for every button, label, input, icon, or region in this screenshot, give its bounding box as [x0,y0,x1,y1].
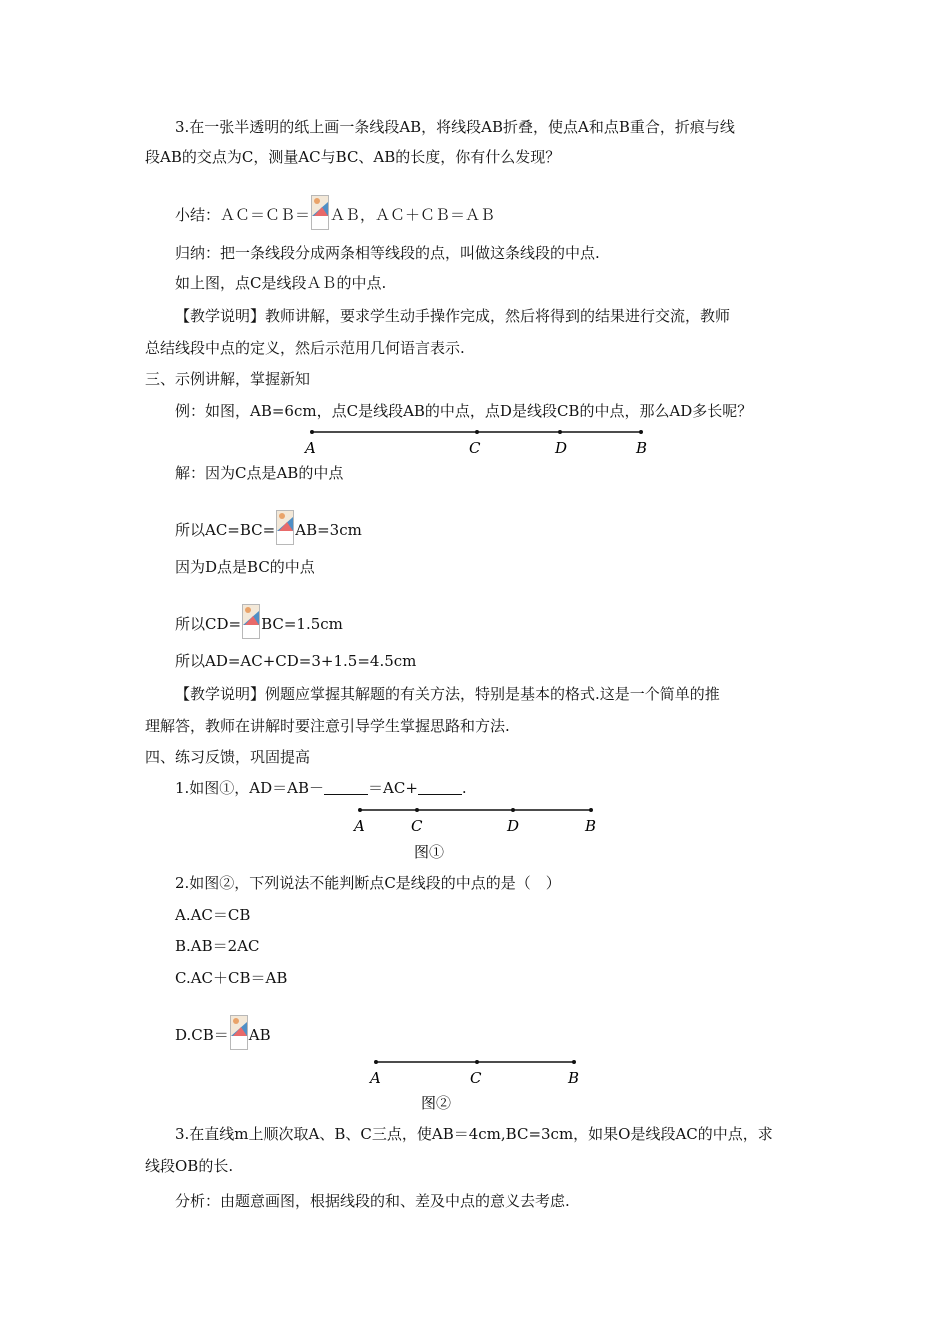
solution-4-text-b: BC=1.5cm [261,615,343,633]
solution-line-5: 所以AD=AC+CD=3+1.5=4.5cm [175,652,417,670]
option-d-text-a: D.CB＝ [175,1026,229,1044]
fig2-point-B [572,1060,576,1064]
option-c: C.AC＋CB＝AB [175,969,288,987]
fig2-point-A [374,1060,378,1064]
fig2-caption: 图② [421,1094,452,1112]
solution-2-text-a: 所以AC=BC= [175,521,276,539]
teaching-note-1-line2: 总结线段中点的定义，然后示范用几何语言表示. [145,339,465,357]
question-2: 2.如图②，下列说法不能判断点C是线段的中点的是（ ） [175,874,561,892]
fraction-image-placeholder [276,510,294,545]
option-d [175,1015,271,1050]
teaching-note-2-line2: 理解答，教师在讲解时要注意引导学生掌握思路和方法. [145,717,510,735]
section-3-heading: 三、示例讲解，掌握新知 [145,370,311,388]
induction-text: 归纳：把一条线段分成两条相等线段的点，叫做这条线段的中点. [175,244,600,262]
solution-line-4 [175,604,343,639]
point-B [639,430,643,434]
analysis-text: 分析：由题意画图，根据线段的和、差及中点的意义去考虑. [175,1192,570,1210]
summary-text-a: 小结：ＡＣ＝ＣＢ＝ [175,206,311,224]
question-1-text-b: ＝AC+ [368,779,418,797]
solution-line-1: 解：因为C点是AB的中点 [175,464,344,482]
answer-blank-2[interactable] [418,780,462,795]
fig2-label-B: B [568,1069,580,1087]
option-d-text-b: AB [248,1026,271,1044]
fig2-point-C [475,1060,479,1064]
solution-2-text-b: AB=3cm [295,521,362,539]
fig1-label-B: B [585,817,597,835]
label-C: C [469,439,481,457]
fraction-image-placeholder [230,1015,248,1050]
label-A: A [305,439,316,457]
fraction-image-placeholder [311,195,329,230]
teaching-note-1-line1: 【教学说明】教师讲解，要求学生动手操作完成，然后将得到的结果进行交流，教师 [175,307,731,325]
summary-text-b: ＡＢ，ＡＣ＋ＣＢ＝ＡＢ [330,206,496,224]
fig2-label-A: A [370,1069,381,1087]
point-A [310,430,314,434]
label-D: D [555,439,568,457]
example-text: 例：如图，AB=6cm，点C是线段AB的中点，点D是线段CB的中点，那么AD多长呢？ [175,402,753,420]
summary-line [175,195,495,230]
solution-line-2 [175,510,362,545]
point-D [558,430,562,434]
fig1-caption: 图① [414,843,445,861]
question-1-text-c: . [461,779,467,797]
fig1-point-C [415,808,419,812]
question-1-text-a: 1.如图①，AD＝AB－ [175,779,325,797]
fig1-point-A [358,808,362,812]
option-b: B.AB＝2AC [175,937,260,955]
fig2-label-C: C [470,1069,482,1087]
question-3-line2: 线段OB的长. [145,1157,234,1175]
as-above-text: 如上图，点C是线段ＡＢ的中点. [175,274,387,292]
question-3-line1: 3.在直线m上顺次取A、B、C三点，使AB＝4cm,BC=3cm，如果O是线段AC的中点，求 [175,1125,773,1143]
option-a: A.AC＝CB [175,906,251,924]
problem3-line2: 段AB的交点为C，测量AC与BC、AB的长度，你有什么发现？ [145,148,561,166]
fig1-label-C: C [411,817,423,835]
answer-blank-1[interactable] [324,780,368,795]
question-1 [175,778,467,798]
section-4-heading: 四、练习反馈，巩固提高 [145,748,311,766]
fig1-label-D: D [507,817,520,835]
fraction-image-placeholder [242,604,260,639]
teaching-note-2-line1: 【教学说明】例题应掌握其解题的有关方法，特别是基本的格式.这是一个简单的推 [175,685,720,703]
fig1-point-B [589,808,593,812]
solution-line-3: 因为D点是BC的中点 [175,558,315,576]
fig1-point-D [511,808,515,812]
label-B: B [636,439,648,457]
problem3-line1: 3.在一张半透明的纸上画一条线段AB，将线段AB折叠，使点A和点B重合，折痕与线 [175,118,735,136]
solution-4-text-a: 所以CD= [175,615,242,633]
point-C [475,430,479,434]
fig1-label-A: A [354,817,365,835]
